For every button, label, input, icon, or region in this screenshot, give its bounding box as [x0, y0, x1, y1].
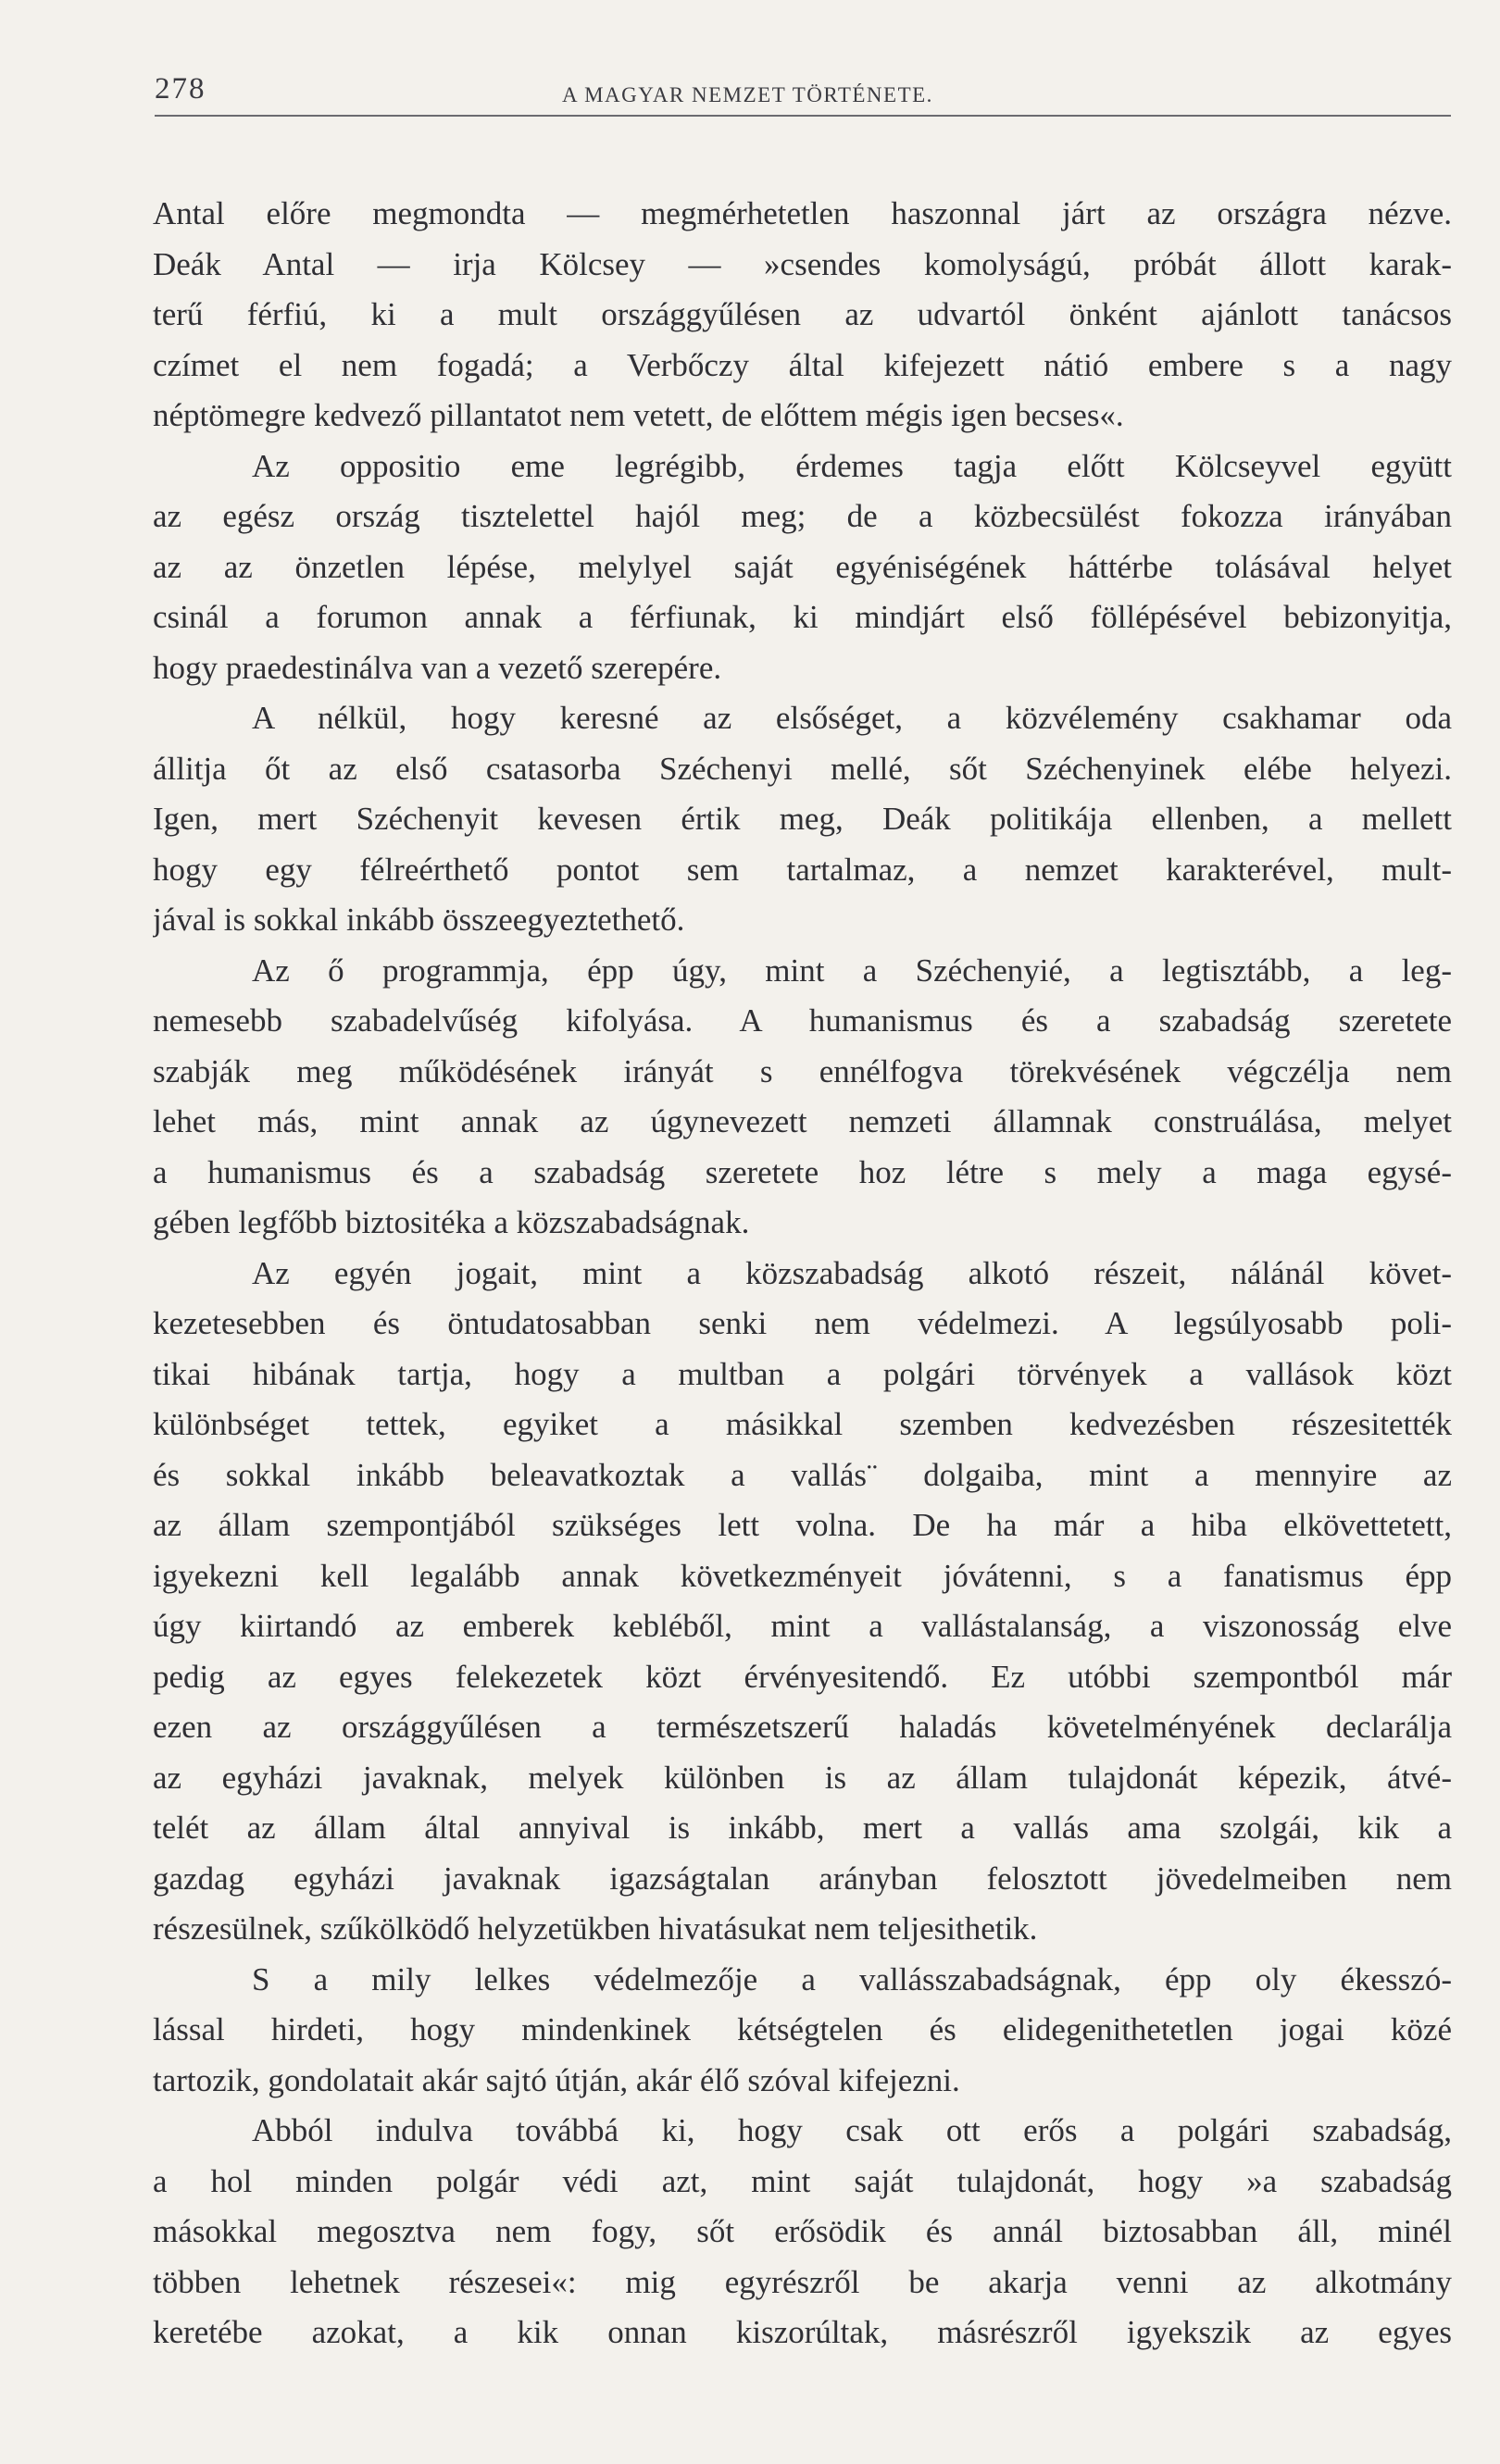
text-line: igyekezni kell legalább annak következményeit jóvátenni, s a fanatismus épp — [153, 1557, 1452, 1594]
text-line: A nélkül, hogy keresné az elsőséget, a közvélemény csakhamar oda — [252, 700, 1452, 736]
text-line: Deák Antal — irja Kölcsey — »csendes komolyságú, próbát állott karak- — [153, 245, 1452, 282]
page-header — [155, 72, 1454, 111]
text-line: az az önzetlen lépése, melylyel saját egyéniségének háttérbe tolásával helyet — [153, 548, 1452, 585]
text-line: ezen az országgyűlésen a természetszerű haladás követelményének declarálja — [153, 1709, 1452, 1745]
text-line: néptömegre kedvező pillantatot nem vetett, de előttem mégis igen becses«. — [153, 397, 1124, 433]
page-number: 278 — [155, 72, 206, 106]
text-line: tikai hibának tartja, hogy a multban a polgári törvények a vallások közt — [153, 1355, 1452, 1392]
text-line: czímet el nem fogadá; a Verbőczy által kifejezett nátió embere s a nagy — [153, 346, 1452, 383]
text-line: Az oppositio eme legrégibb, érdemes tagja előtt Kölcseyvel együtt — [252, 447, 1452, 484]
running-title: A MAGYAR NEMZET TÖRTÉNETE. — [562, 83, 933, 106]
text-line: a humanismus és a szabadság szeretete hoz létre s mely a maga egysé- — [153, 1153, 1452, 1190]
text-line: az egyházi javaknak, melyek különben is az állam tulajdonát képezik, átvé- — [153, 1759, 1452, 1796]
text-line: részesülnek, szűkölködő helyzetükben hivatásukat nem teljesithetik. — [153, 1910, 1038, 1947]
text-line: állitja őt az első csatasorba Széchenyi mellé, sőt Széchenyinek elébe helyezi. — [153, 750, 1452, 787]
text-line: pedig az egyes felekezetek közt érvényesitendő. Ez utóbbi szempontból már — [153, 1658, 1452, 1695]
text-line: Az egyén jogait, mint a közszabadság alkotó részeit, nálánál követ- — [252, 1254, 1452, 1291]
text-line: úgy kiirtandó az emberek kebléből, mint a vallástalanság, a viszonosság elve — [153, 1608, 1452, 1644]
text-line: a hol minden polgár védi azt, mint saját tulajdonát, hogy »a szabadság — [153, 2162, 1452, 2199]
text-line: tartozik, gondolatait akár sajtó útján, akár élő szóval kifejezni. — [153, 2061, 960, 2098]
text-line: az egész ország tisztelettel hajól meg; de a közbecsülést fokozza irányában — [153, 498, 1452, 534]
text-line: kezetesebben és öntudatosabban senki nem védelmezi. A legsúlyosabb poli- — [153, 1305, 1452, 1341]
text-line: Abból indulva továbbá ki, hogy csak ott erős a polgári szabadság, — [252, 2112, 1452, 2148]
header-rule — [155, 115, 1451, 117]
text-line: nemesebb szabadelvűség kifolyása. A humanismus és a szabadság szeretete — [153, 1002, 1452, 1039]
text-line: lehet más, mint annak az úgynevezett nemzeti államnak construálása, melyet — [153, 1103, 1452, 1139]
text-line: Igen, mert Széchenyit kevesen értik meg, Deák politikája ellenben, a mellett — [153, 801, 1452, 837]
text-line: hogy praedestinálva van a vezető szerepére. — [153, 649, 722, 686]
text-line: gében legfőbb biztositéka a közszabadságnak. — [153, 1204, 750, 1240]
text-line: az állam szempontjából szükséges lett volna. De ha már a hiba elkövettetett, — [153, 1507, 1452, 1543]
text-line: jával is sokkal inkább összeegyeztethető. — [153, 902, 685, 938]
text-line: telét az állam által annyival is inkább, mert a vallás ama szolgái, kik a — [153, 1810, 1452, 1846]
text-line: lással hirdeti, hogy mindenkinek kétségtelen és elidegenithetetlen jogai közé — [153, 2011, 1452, 2047]
body-text — [153, 189, 1452, 2358]
text-line: másokkal megosztva nem fogy, sőt erősödik és annál biztosabban áll, minél — [153, 2213, 1452, 2249]
text-line: hogy egy félreérthető pontot sem tartalmaz, a nemzet karakterével, mult- — [153, 851, 1452, 888]
text-line: többen lehetnek részesei«: mig egyrészről be akarja venni az alkotmány — [153, 2263, 1452, 2300]
text-line: Az ő programmja, épp úgy, mint a Széchenyié, a legtisztább, a leg- — [252, 952, 1452, 989]
text-line: különbséget tettek, egyiket a másikkal szemben kedvezésben részesitették — [153, 1406, 1452, 1442]
text-line: terű férfiú, ki a mult országgyűlésen az udvartól önként ajánlott tanácsos — [153, 296, 1452, 332]
text-line: gazdag egyházi javaknak igazságtalan arányban felosztott jövedelmeiben nem — [153, 1860, 1452, 1897]
text-line: keretébe azokat, a kik onnan kiszorúltak, másrészről igyekszik az egyes — [153, 2314, 1452, 2350]
text-line: Antal előre megmondta — megmérhetetlen haszonnal járt az országra nézve. — [153, 195, 1452, 231]
text-line: S a mily lelkes védelmezője a vallásszabadságnak, épp oly ékesszó- — [252, 1960, 1452, 1997]
text-line: és sokkal inkább beleavatkoztak a vallás¨ dolgaiba, mint a mennyire az — [153, 1456, 1452, 1493]
text-line: szabják meg működésének irányát s ennélfogva törekvésének végczélja nem — [153, 1052, 1452, 1089]
text-line: csinál a forumon annak a férfiunak, ki mindjárt első föllépésével bebizonyitja, — [153, 599, 1452, 635]
